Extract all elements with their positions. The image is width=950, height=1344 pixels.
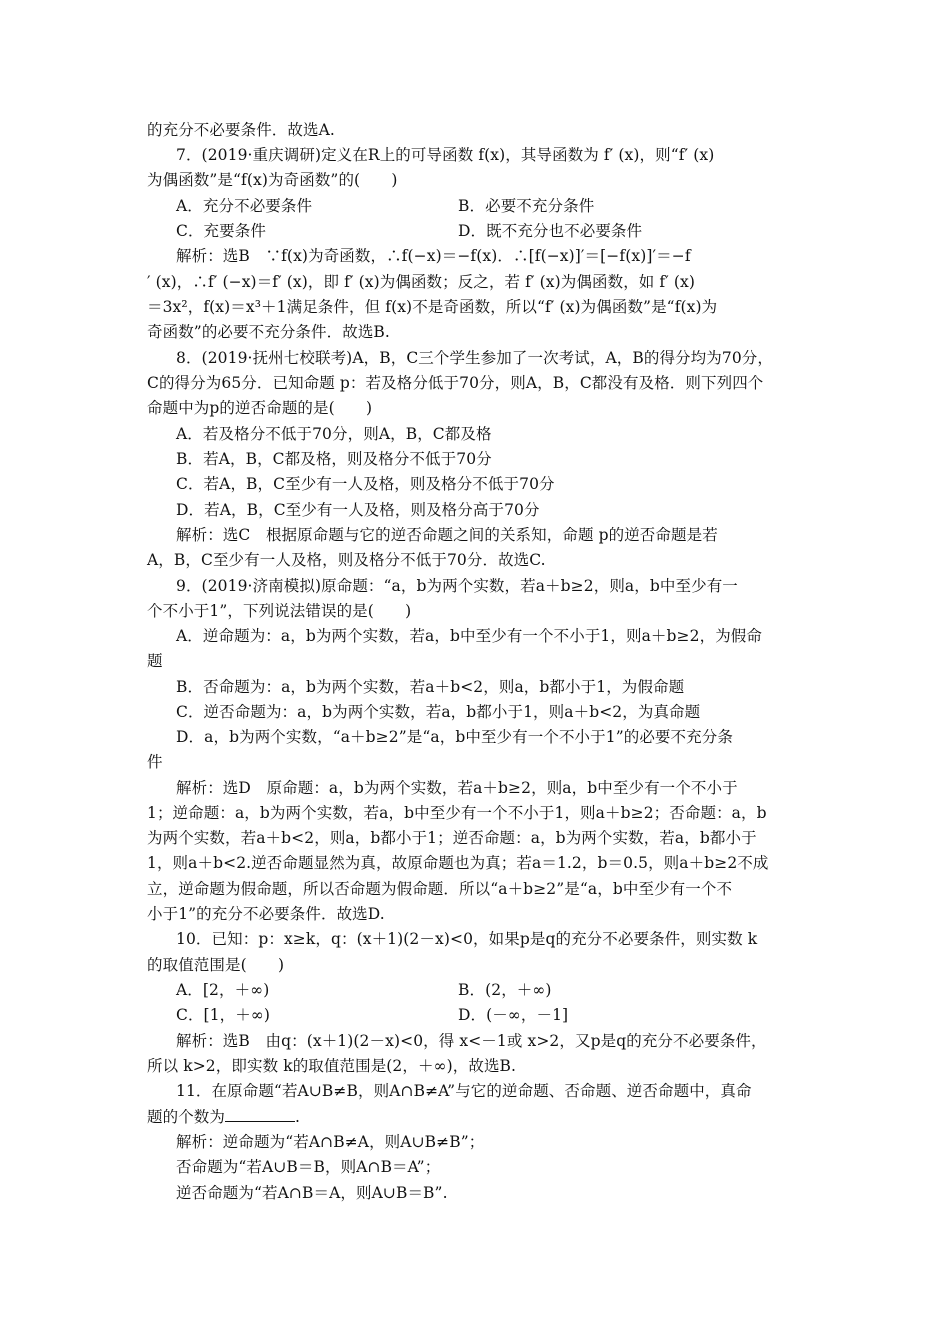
solution-9-line-1: 解析：选D 原命题：a，b为两个实数，若a＋b≥2，则a，b中至少有一个不小于: [176, 779, 738, 797]
question-9-line-1: 9．(2019·济南模拟)原命题：“a，b为两个实数，若a＋b≥2，则a，b中至少有一: [176, 577, 738, 595]
option-d: D．若A，B，C至少有一人及格，则及格分高于70分: [176, 501, 540, 519]
solution-9-line-6: 小于1”的充分不必要条件．故选D.: [147, 905, 385, 923]
solution-10-line-1: 解析：选B 由q：(x＋1)(2－x)<0，得 x<－1或 x>2，又p是q的充分不必要条件，: [176, 1032, 767, 1050]
option-a: A．若及格分不低于70分，则A，B，C都及格: [176, 425, 492, 443]
solution-7-line-1: 解析：选B ∵f(x)为奇函数，∴f(−x)＝−f(x)．∴[f(−x)]′＝[−f(x)]′＝−f: [176, 247, 691, 265]
option-d: D．(－∞，－1]: [458, 1006, 569, 1024]
question-7-line-1: 7．(2019·重庆调研)定义在R上的可导函数 f(x)，其导函数为 f′ (x)，则“f′ (x): [176, 146, 715, 164]
option-b: B．必要不充分条件: [458, 197, 595, 215]
option-b: B．否命题为：a，b为两个实数，若a＋b<2，则a，b都小于1，为假命题: [176, 678, 685, 696]
question-8-line-2: C的得分为65分．已知命题 p：若及格分低于70分，则A，B，C都没有及格．则下列四个: [147, 374, 764, 392]
answer-blank: [225, 1107, 295, 1122]
option-c: C．逆否命题为：a，b为两个实数，若a，b都小于1，则a＋b<2，为真命题: [176, 703, 701, 721]
question-11-period: .: [295, 1108, 301, 1126]
solution-8-line-2: A，B，C至少有一人及格，则及格分不低于70分．故选C.: [147, 551, 546, 569]
solution-9-line-5: 立，逆命题为假命题，所以否命题为假命题．所以“a＋b≥2”是“a，b中至少有一个不: [147, 880, 733, 898]
question-9-line-2: 个不小于1”，下列说法错误的是( ): [147, 602, 412, 620]
option-c: C．若A，B，C至少有一人及格，则及格分不低于70分: [176, 475, 555, 493]
option-a-line-1: A．逆命题为：a，b为两个实数，若a，b中至少有一个不小于1，则a＋b≥2，为假命: [176, 627, 762, 645]
solution-9-line-2: 1；逆命题：a，b为两个实数，若a，b中至少有一个不小于1，则a＋b≥2；否命题：a，b: [147, 804, 767, 822]
question-11-line-1: 11．在原命题“若A∪B≠B，则A∩B≠A”与它的逆命题、否命题、逆否命题中，真命: [176, 1082, 752, 1100]
solution-7-line-2: ′ (x)，∴f′ (−x)＝f′ (x)，即 f′ (x)为偶函数；反之，若 f′ (x)为偶函数，如 f′ (x): [147, 273, 696, 291]
solution-7-line-4: 奇函数”的必要不充分条件．故选B.: [147, 323, 390, 341]
question-8-line-1: 8．(2019·抚州七校联考)A，B，C三个学生参加了一次考试，A，B的得分均为70分，: [176, 349, 773, 367]
option-d: D．既不充分也不必要条件: [458, 222, 643, 240]
text-line: 的充分不必要条件．故选A.: [147, 121, 335, 139]
question-7-line-2: 为偶函数”是“f(x)为奇函数”的( ): [147, 171, 398, 189]
solution-10-line-2: 所以 k>2，即实数 k的取值范围是(2，＋∞)，故选B.: [147, 1057, 517, 1075]
solution-7-line-3: ＝3x²，f(x)＝x³＋1满足条件，但 f(x)不是奇函数，所以“f′ (x)为偶函数”是“f(x)为: [147, 298, 718, 316]
option-b: B．若A，B，C都及格，则及格分不低于70分: [176, 450, 492, 468]
solution-11-line-1: 解析：逆命题为“若A∩B≠A，则A∪B≠B”；: [176, 1133, 485, 1151]
question-11-text: 题的个数为: [147, 1108, 226, 1126]
option-d-line-1: D．a，b为两个实数，“a＋b≥2”是“a，b中至少有一个不小于1”的必要不充分条: [176, 728, 733, 746]
solution-9-line-3: 为两个实数，若a＋b<2，则a，b都小于1；逆否命题：a，b为两个实数，若a，b都小于: [147, 829, 757, 847]
question-8-line-3: 命题中为p的逆否命题的是( ): [147, 399, 373, 417]
option-a-line-2: 题: [147, 652, 163, 670]
solution-9-line-4: 1，则a＋b<2.逆否命题显然为真，故原命题也为真；若a＝1.2，b＝0.5，则a＋b≥2不成: [147, 854, 769, 872]
question-11-line-2: [147, 1107, 300, 1127]
option-a: A．[2，＋∞): [176, 981, 270, 999]
solution-8-line-1: 解析：选C 根据原命题与它的逆否命题之间的关系知，命题 p的逆否命题是若: [176, 526, 718, 544]
option-d-line-2: 件: [147, 753, 163, 771]
question-10-line-1: 10．已知：p：x≥k，q：(x＋1)(2－x)<0，如果p是q的充分不必要条件，则实数 k: [176, 930, 758, 948]
question-10-line-2: 的取值范围是( ): [147, 956, 285, 974]
option-a: A．充分不必要条件: [176, 197, 313, 215]
option-c: C．[1，＋∞): [176, 1006, 271, 1024]
solution-11-line-3: 逆否命题为“若A∩B＝A，则A∪B＝B”.: [176, 1184, 448, 1202]
option-b: B．(2，＋∞): [458, 981, 552, 999]
solution-11-line-2: 否命题为“若A∪B＝B，则A∩B＝A”；: [176, 1158, 441, 1176]
option-c: C．充要条件: [176, 222, 266, 240]
